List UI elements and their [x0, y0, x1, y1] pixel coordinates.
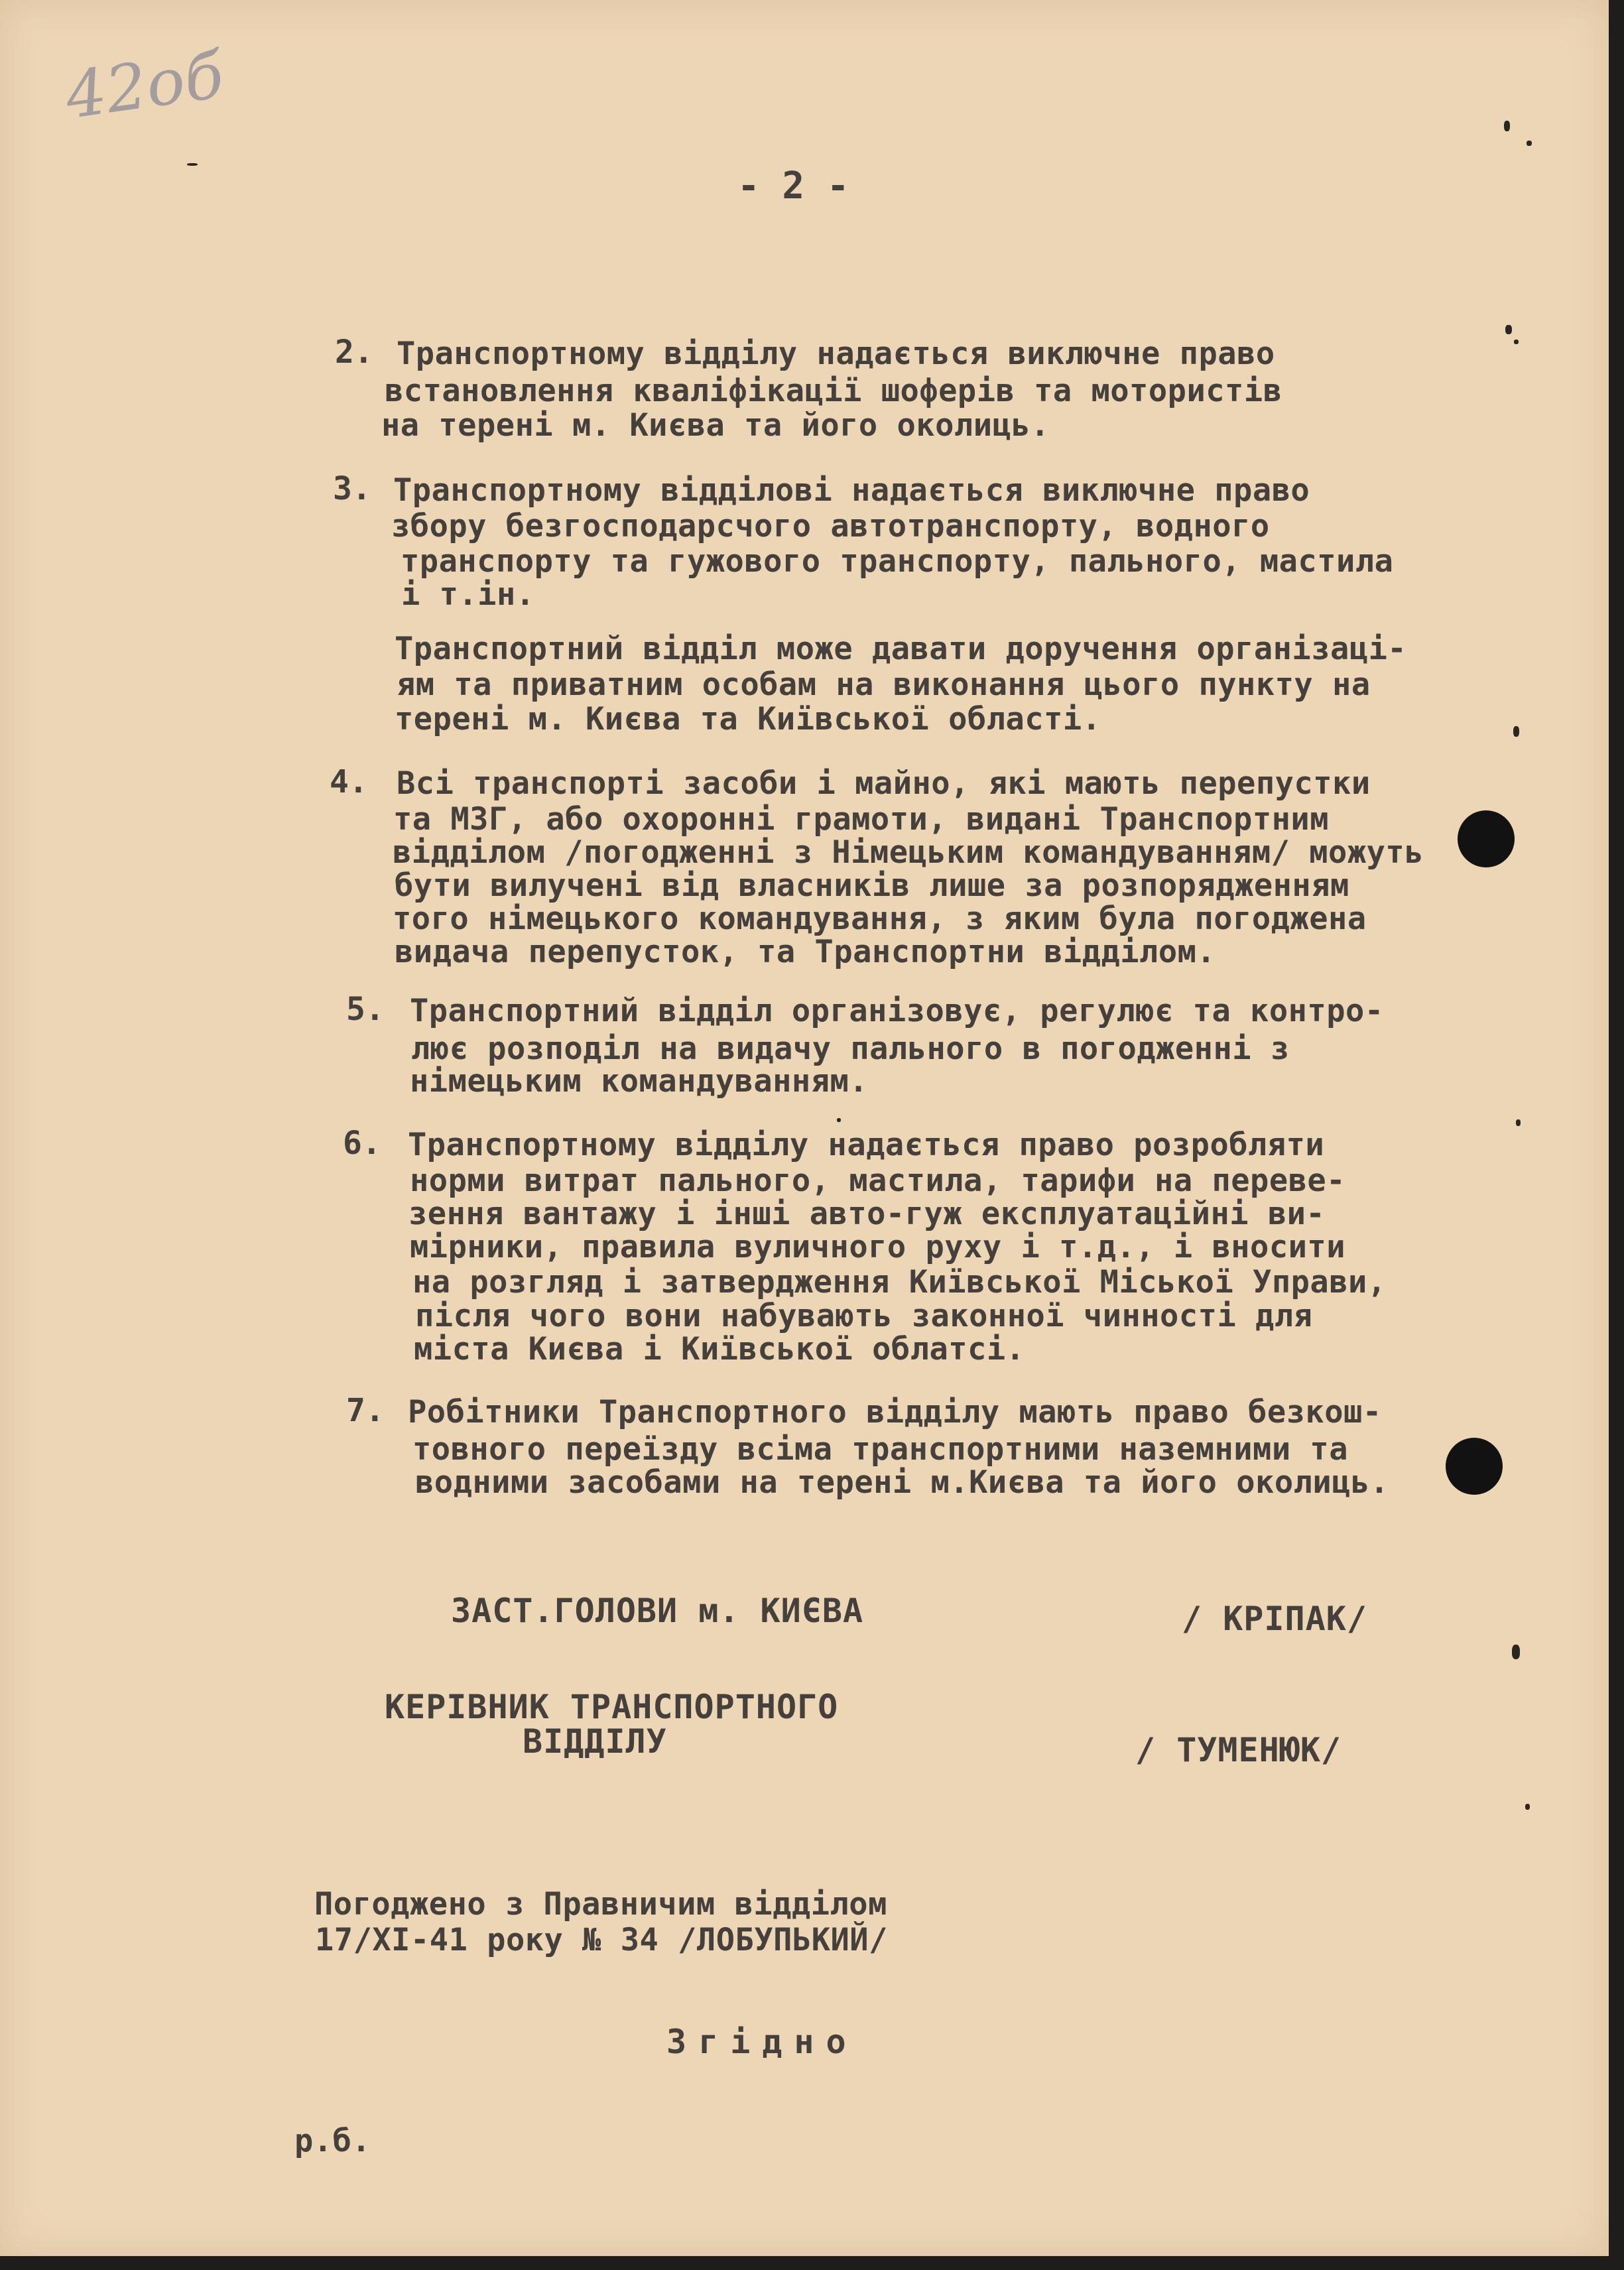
punch-hole: [1458, 810, 1515, 867]
speck: [1514, 340, 1519, 344]
item-line: того німецького командування, з яким була погоджена: [393, 901, 1367, 937]
item-line: транспорту та гужового транспорту, пального, мастила: [401, 543, 1394, 580]
item-line: Транспортний відділ може давати доручення організаці-: [395, 631, 1407, 667]
item-line: і т.ін.: [401, 576, 535, 613]
item-number: 3.: [333, 470, 371, 507]
speck: [1527, 141, 1532, 146]
typist-initials: р.б.: [294, 2123, 371, 2159]
item-number: 4.: [330, 763, 368, 800]
item-line: бути вилучені від власників лише за розпорядженням: [395, 867, 1349, 904]
verified-mark: Згідно: [666, 2023, 858, 2061]
head-name: / ТУМЕНЮК/: [1135, 1731, 1342, 1769]
item-line: зення вантажу і інші авто-гуж експлуатаційні ви-: [408, 1196, 1326, 1232]
item-line: лює розподіл на видачу пального в погодженні з: [411, 1031, 1290, 1067]
archive-folio-mark: 42об: [61, 37, 228, 133]
speck: [1516, 1119, 1521, 1126]
punch-hole: [1446, 1438, 1503, 1495]
item-line: на терені м. Києва та його околиць.: [381, 407, 1050, 444]
item-line: відділом /погодженні з Німецьким командуванням/ можуть: [393, 834, 1424, 871]
speck: [1512, 1645, 1520, 1659]
head-title-line-2: ВІДДІЛУ: [523, 1722, 667, 1761]
item-line: Всі транспорті засоби і майно, які мають перепустки: [397, 765, 1371, 802]
deputy-title: ЗАСТ.ГОЛОВИ м. КИЄВА: [451, 1592, 864, 1630]
speck: [1525, 1804, 1530, 1810]
item-line: водними засобами на терені м.Києва та його околиць.: [415, 1464, 1389, 1501]
item-number: 7.: [346, 1392, 385, 1429]
item-line: збору безгосподарсчого автотранспорту, водного: [391, 508, 1270, 544]
item-line: та МЗГ, або охоронні грамоти, видані Транспортним: [393, 801, 1330, 838]
speck: [187, 163, 198, 166]
item-line: німецьким командуванням.: [410, 1063, 869, 1100]
item-line: Транспортному відділу надається право розробляти: [408, 1127, 1325, 1163]
item-line: міста Києва і Київської облатсі.: [414, 1331, 1025, 1367]
item-line: мірники, правила вуличного руху і т.д., і вносити: [410, 1229, 1346, 1265]
item-line: товного переїзду всіма транспортними наземними та: [412, 1431, 1349, 1468]
item-line: встановлення кваліфікації шоферів та мотористів: [385, 373, 1282, 409]
item-line: ям та приватним особам на виконання цього пункту на: [397, 666, 1371, 703]
item-line: видача перепусток, та Транспортни відділом.: [395, 934, 1216, 970]
item-line: Робітники Транспортного відділу мають право безкош-: [408, 1394, 1382, 1430]
item-line: після чого вони набувають законної чинності для: [415, 1298, 1313, 1334]
head-title-line-1: КЕРІВНИК ТРАНСПОРТНОГО: [385, 1688, 839, 1726]
item-line: Транспортний відділ організовує, регулює та контро-: [410, 993, 1384, 1029]
item-line: норми витрат пального, мастила, тарифи на переве-: [410, 1163, 1346, 1199]
speck: [1505, 325, 1512, 334]
item-number: 2.: [335, 334, 373, 371]
speck: [1504, 121, 1510, 131]
deputy-name: / КРІПАК/: [1182, 1600, 1367, 1638]
approval-line-1: Погоджено з Правничим відділом: [314, 1886, 887, 1923]
item-line: терені м. Києва та Київської області.: [395, 701, 1101, 737]
speck: [1513, 726, 1519, 737]
item-line: Транспортному відділу надається виключне право: [397, 336, 1275, 372]
speck: [837, 1118, 841, 1122]
page-number: - 2 -: [737, 164, 849, 208]
approval-line-2: 17/ХІ-41 року № 34 /ЛОБУПЬКИЙ/: [315, 1922, 888, 1958]
item-line: Транспортному відділові надається виключне право: [393, 472, 1310, 509]
item-line: на розгляд і затвердження Київської Міської Управи,: [412, 1264, 1387, 1300]
item-number: 6.: [343, 1125, 381, 1162]
item-number: 5.: [346, 991, 385, 1028]
